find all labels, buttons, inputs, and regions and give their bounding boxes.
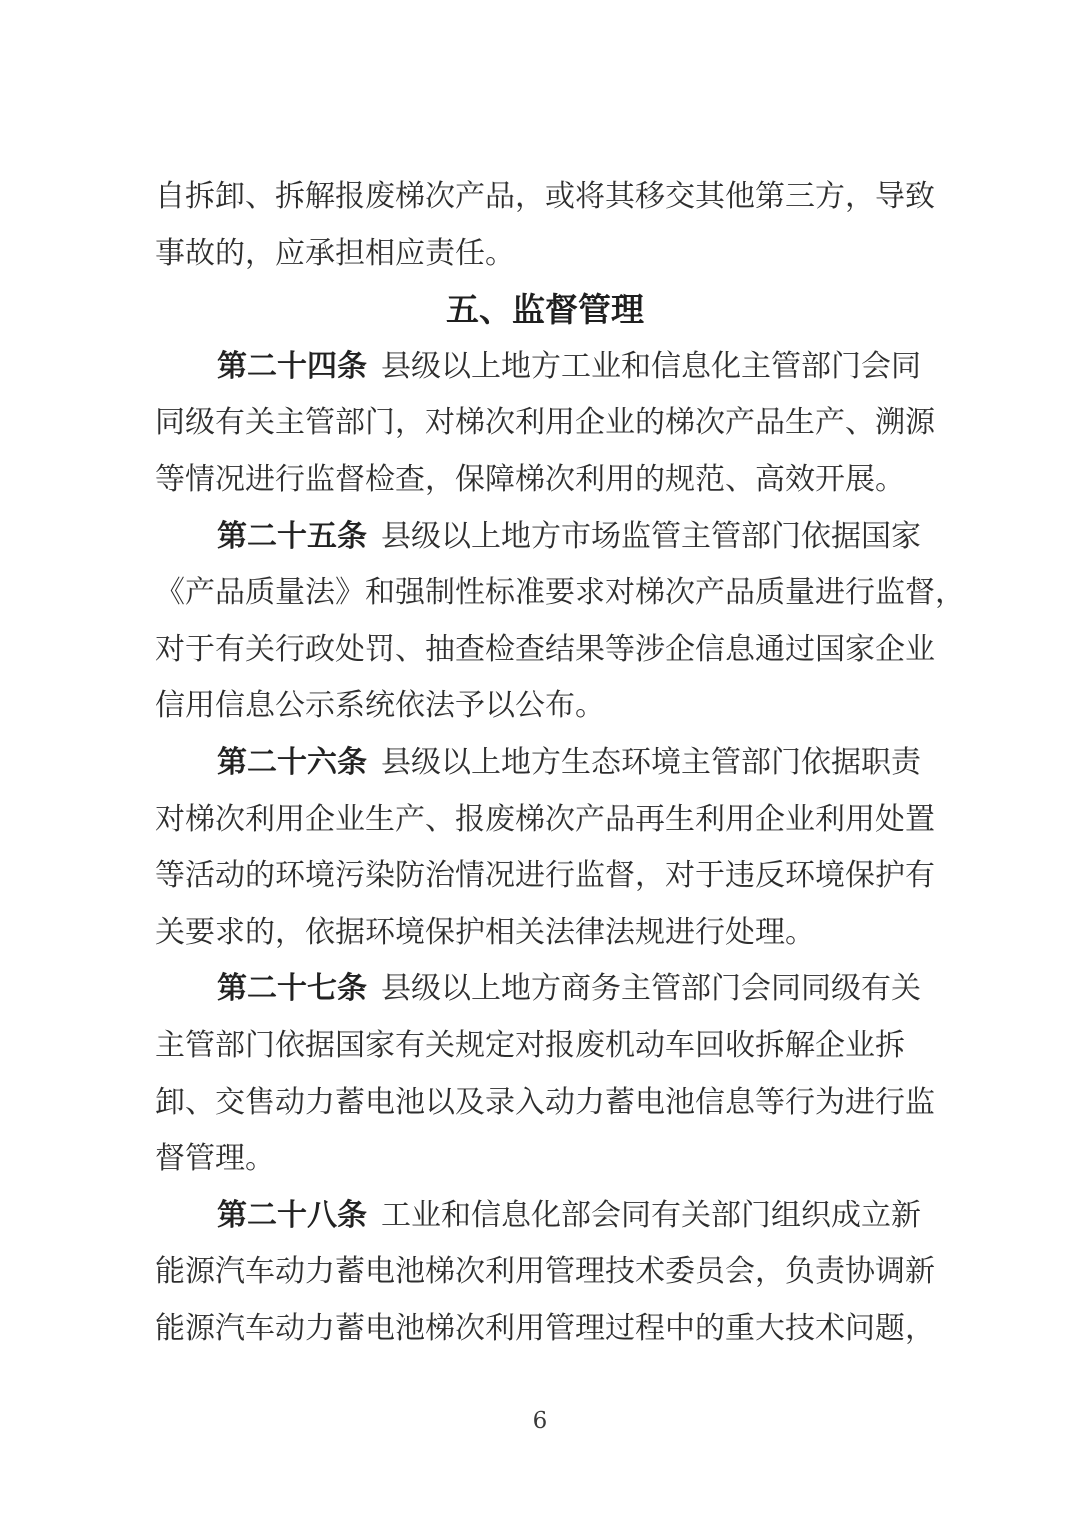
article-26-first-line — [155, 735, 935, 792]
paragraph-line: 关要求的，依据环境保护相关法律法规进行处理。 — [155, 914, 815, 950]
article-28-text: 工业和信息化部会同有关部门组织成立新 — [381, 1197, 921, 1233]
document-body — [155, 169, 965, 1357]
paragraph-line: 对梯次利用企业生产、报废梯次产品再生利用企业利用处置 — [155, 801, 935, 837]
paragraph-line: 督管理。 — [155, 1141, 275, 1177]
article-24-first-line — [155, 339, 935, 396]
article-27-first-line — [155, 961, 935, 1018]
article-26-number: 第二十六条 — [217, 744, 367, 780]
paragraph-line: 信用信息公示系统依法予以公布。 — [155, 688, 605, 724]
article-25-number: 第二十五条 — [217, 518, 367, 554]
article-27-text: 县级以上地方商务主管部门会同同级有关 — [381, 971, 921, 1007]
page-number: 6 — [532, 1408, 548, 1434]
article-24-text: 县级以上地方工业和信息化主管部门会同 — [381, 348, 921, 384]
article-28-first-line — [155, 1188, 935, 1245]
paragraph-line: 事故的，应承担相应责任。 — [155, 235, 515, 271]
paragraph-line: 等情况进行监督检查，保障梯次利用的规范、高效开展。 — [155, 461, 905, 497]
paragraph-line: 同级有关主管部门，对梯次利用企业的梯次产品生产、溯源 — [155, 405, 935, 441]
paragraph-line: 能源汽车动力蓄电池梯次利用管理过程中的重大技术问题， — [155, 1310, 935, 1346]
paragraph-line: 自拆卸、拆解报废梯次产品，或将其移交其他第三方，导致 — [155, 179, 935, 214]
article-28-number: 第二十八条 — [217, 1197, 367, 1233]
article-26-text: 县级以上地方生态环境主管部门依据职责 — [381, 744, 921, 780]
paragraph-line: 主管部门依据国家有关规定对报废机动车回收拆解企业拆 — [155, 1027, 905, 1063]
article-24-number: 第二十四条 — [217, 348, 367, 384]
paragraph-line: 能源汽车动力蓄电池梯次利用管理技术委员会，负责协调新 — [155, 1254, 935, 1290]
article-27-number: 第二十七条 — [217, 971, 367, 1007]
paragraph-line: 等活动的环境污染防治情况进行监督，对于违反环境保护有 — [155, 858, 935, 894]
paragraph-line: 对于有关行政处罚、抽查检查结果等涉企信息通过国家企业 — [155, 631, 935, 667]
paragraph-line: 《产品质量法》和强制性标准要求对梯次产品质量进行监督， — [155, 575, 965, 611]
article-25-text: 县级以上地方市场监管主管部门依据国家 — [381, 518, 921, 554]
section-heading: 五、监督管理 — [446, 290, 644, 330]
article-25-first-line — [155, 509, 935, 566]
paragraph-line: 卸、交售动力蓄电池以及录入动力蓄电池信息等行为进行监 — [155, 1084, 935, 1120]
